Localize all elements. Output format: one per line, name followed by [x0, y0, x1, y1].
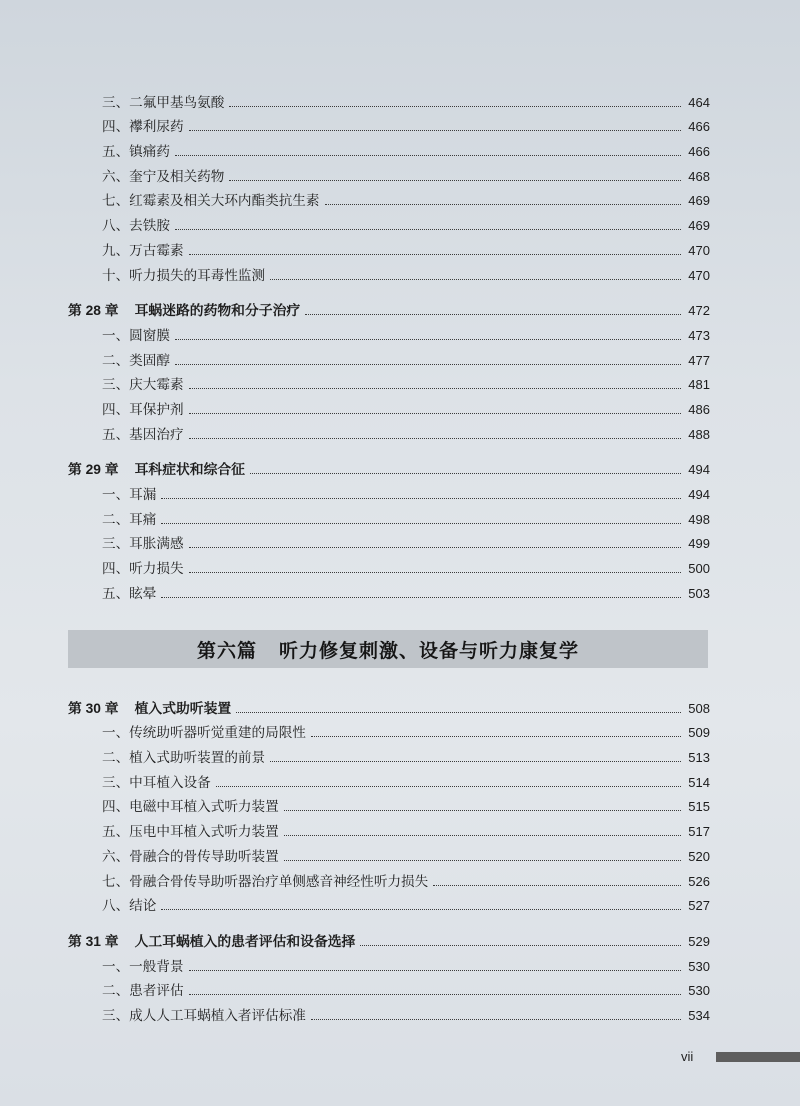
part-number: 第六篇 [196, 639, 257, 662]
dot-leader [433, 885, 681, 886]
toc-entry-label: 七、骨融合骨传导助听器治疗单侧感音神经性听力损失 [102, 873, 429, 890]
toc-entry-label [68, 303, 302, 319]
dot-leader [270, 761, 681, 762]
toc-page-number: 534 [688, 1007, 710, 1023]
toc-entry-label: 二、类固醇 [102, 352, 170, 369]
toc-page-number: 526 [688, 873, 710, 889]
toc-section-row [68, 950, 710, 975]
toc-section-row [68, 552, 710, 577]
dot-leader [216, 786, 681, 787]
toc-section-row [68, 478, 710, 503]
toc-entry-label: 四、耳保护剂 [102, 401, 184, 418]
toc-page-number: 481 [688, 377, 710, 393]
toc-page-number: 517 [688, 824, 710, 840]
dot-leader [189, 970, 681, 971]
dot-leader [161, 597, 681, 598]
toc-chapter-row [68, 692, 710, 717]
toc-section-row [68, 185, 710, 210]
toc-section-row [68, 503, 710, 528]
toc-page-number: 527 [688, 898, 710, 914]
toc-entry-label: 二、耳痛 [102, 511, 157, 528]
toc-section-row [68, 840, 710, 865]
chapter-number: 第 28 章 [68, 303, 119, 319]
toc-entry-label [68, 934, 357, 950]
toc-page-number: 499 [688, 536, 710, 552]
dot-leader [175, 229, 681, 230]
toc-section-row [68, 741, 710, 766]
toc-section-row [68, 160, 710, 185]
toc-entry-label: 三、庆大霉素 [102, 377, 184, 394]
dot-leader [360, 945, 681, 946]
toc-list-top [68, 86, 710, 602]
dot-leader [189, 413, 681, 414]
toc-page-number: 464 [688, 94, 710, 110]
toc-entry-label: 七、红霉素及相关大环内酯类抗生素 [102, 193, 320, 210]
toc-entry-label: 三、耳胀满感 [102, 536, 184, 553]
toc-page-number: 468 [688, 168, 710, 184]
toc-entry-label: 五、眩晕 [102, 585, 157, 602]
toc-entry-label: 二、植入式助听装置的前景 [102, 750, 266, 767]
chapter-title: 耳蜗迷路的药物和分子治疗 [134, 303, 301, 319]
toc-page-number: 515 [688, 799, 710, 815]
dot-leader [305, 314, 681, 315]
toc-chapter-row [68, 295, 710, 320]
toc-section-row [68, 259, 710, 284]
toc-page-number: 470 [688, 267, 710, 283]
toc-page-number: 529 [688, 933, 710, 949]
toc-section-row [68, 999, 710, 1024]
dot-leader [311, 736, 681, 737]
toc-section-row [68, 815, 710, 840]
toc-entry-label: 四、襻利尿药 [102, 119, 184, 136]
toc-section-row [68, 111, 710, 136]
dot-leader [189, 547, 681, 548]
chapter-title: 植入式助听装置 [134, 700, 232, 716]
toc-page-number: 514 [688, 774, 710, 790]
toc-section-row [68, 717, 710, 742]
toc-entry-label: 一、一般背景 [102, 958, 184, 975]
toc-section-row [68, 975, 710, 1000]
toc-entry-label: 一、圆窗膜 [102, 327, 170, 344]
dot-leader [229, 106, 681, 107]
toc-section-row [68, 234, 710, 259]
toc-entry-label: 四、电磁中耳植入式听力装置 [102, 799, 279, 816]
toc-page-number: 466 [688, 119, 710, 135]
toc-chapter-row [68, 454, 710, 479]
toc-entry-label: 九、万古霉素 [102, 242, 184, 259]
toc-entry-label: 三、成人人工耳蜗植入者评估标准 [102, 1007, 306, 1024]
toc-entry-label: 五、镇痛药 [102, 144, 170, 161]
toc-page-number: 513 [688, 750, 710, 766]
folio-bar [716, 1052, 800, 1062]
toc-entry-label [68, 462, 247, 478]
toc-entry-label: 四、听力损失 [102, 561, 184, 578]
dot-leader [236, 712, 681, 713]
toc-entry-label [68, 701, 233, 717]
toc-page-number: 477 [688, 352, 710, 368]
toc-page-number: 486 [688, 401, 710, 417]
toc-page-number: 469 [688, 218, 710, 234]
toc-section-row [68, 369, 710, 394]
toc-entry-label: 一、耳漏 [102, 487, 157, 503]
toc-page-number: 472 [688, 303, 710, 319]
toc-section-row [68, 791, 710, 816]
toc-chapter-row [68, 925, 710, 950]
toc-section-row [68, 865, 710, 890]
dot-leader [284, 860, 681, 861]
chapter-title: 耳科症状和综合征 [134, 462, 245, 478]
dot-leader [325, 204, 682, 205]
toc-page-number: 470 [688, 242, 710, 258]
toc-section-row [68, 766, 710, 791]
toc-list-bottom [68, 692, 710, 1024]
toc-section-row [68, 344, 710, 369]
page-folio: vii [681, 1049, 694, 1064]
toc-entry-label: 六、骨融合的骨传导助听装置 [102, 848, 279, 865]
toc-section-row [68, 528, 710, 553]
dot-leader [270, 279, 681, 280]
chapter-number: 第 31 章 [68, 933, 119, 949]
dot-leader [161, 909, 681, 910]
dot-leader [189, 438, 681, 439]
dot-leader [189, 572, 681, 573]
toc-section-row [68, 393, 710, 418]
toc-entry-label: 五、基因治疗 [102, 426, 184, 443]
dot-leader [175, 364, 681, 365]
toc-page-number: 520 [688, 848, 710, 864]
toc-page-number: 498 [688, 511, 710, 527]
chapter-number: 第 30 章 [68, 700, 119, 716]
toc-page-number: 469 [688, 193, 710, 209]
dot-leader [284, 835, 681, 836]
dot-leader [229, 180, 681, 181]
toc-page-number: 509 [688, 725, 710, 741]
toc-section-row [68, 890, 710, 915]
toc-page-number: 494 [688, 462, 710, 478]
toc-page-number: 488 [688, 426, 710, 442]
toc-entry-label: 十、听力损失的耳毒性监测 [102, 267, 266, 284]
toc-entry-label: 一、传统助听器听觉重建的局限性 [102, 725, 306, 742]
toc-page-number: 500 [688, 561, 710, 577]
toc-section-row [68, 577, 710, 602]
toc-page-number: 508 [688, 700, 710, 716]
toc-entry-label: 三、二氟甲基鸟氨酸 [102, 94, 225, 111]
dot-leader [189, 994, 681, 995]
toc-entry-label: 八、结论 [102, 898, 157, 915]
dot-leader [161, 523, 681, 524]
toc-page-number: 494 [688, 487, 710, 502]
dot-leader [161, 498, 681, 499]
dot-leader [189, 130, 681, 131]
dot-leader [175, 155, 681, 156]
chapter-number: 第 29 章 [68, 462, 119, 478]
dot-leader [189, 254, 681, 255]
toc-entry-label: 三、中耳植入设备 [102, 774, 211, 791]
toc-page-number: 503 [688, 585, 710, 601]
part-banner [68, 630, 708, 668]
toc-page-number: 530 [688, 983, 710, 999]
toc-section-row [68, 418, 710, 443]
toc-page-number: 473 [688, 327, 710, 343]
toc-section-row [68, 209, 710, 234]
toc-section-row [68, 135, 710, 160]
toc-page-number: 466 [688, 144, 710, 160]
toc-page-number: 530 [688, 958, 710, 974]
dot-leader [284, 810, 681, 811]
dot-leader [175, 339, 681, 340]
toc-entry-label: 二、患者评估 [102, 983, 184, 1000]
part-title: 听力修复刺激、设备与听力康复学 [279, 639, 580, 662]
dot-leader [311, 1019, 681, 1020]
toc-entry-label: 八、去铁胺 [102, 218, 170, 235]
chapter-title: 人工耳蜗植入的患者评估和设备选择 [134, 933, 356, 949]
toc-section-row [68, 319, 710, 344]
toc-entry-label: 六、奎宁及相关药物 [102, 168, 225, 185]
toc-section-row [68, 86, 710, 111]
dot-leader [189, 388, 681, 389]
dot-leader [250, 473, 681, 474]
toc-entry-label: 五、压电中耳植入式听力装置 [102, 824, 279, 841]
